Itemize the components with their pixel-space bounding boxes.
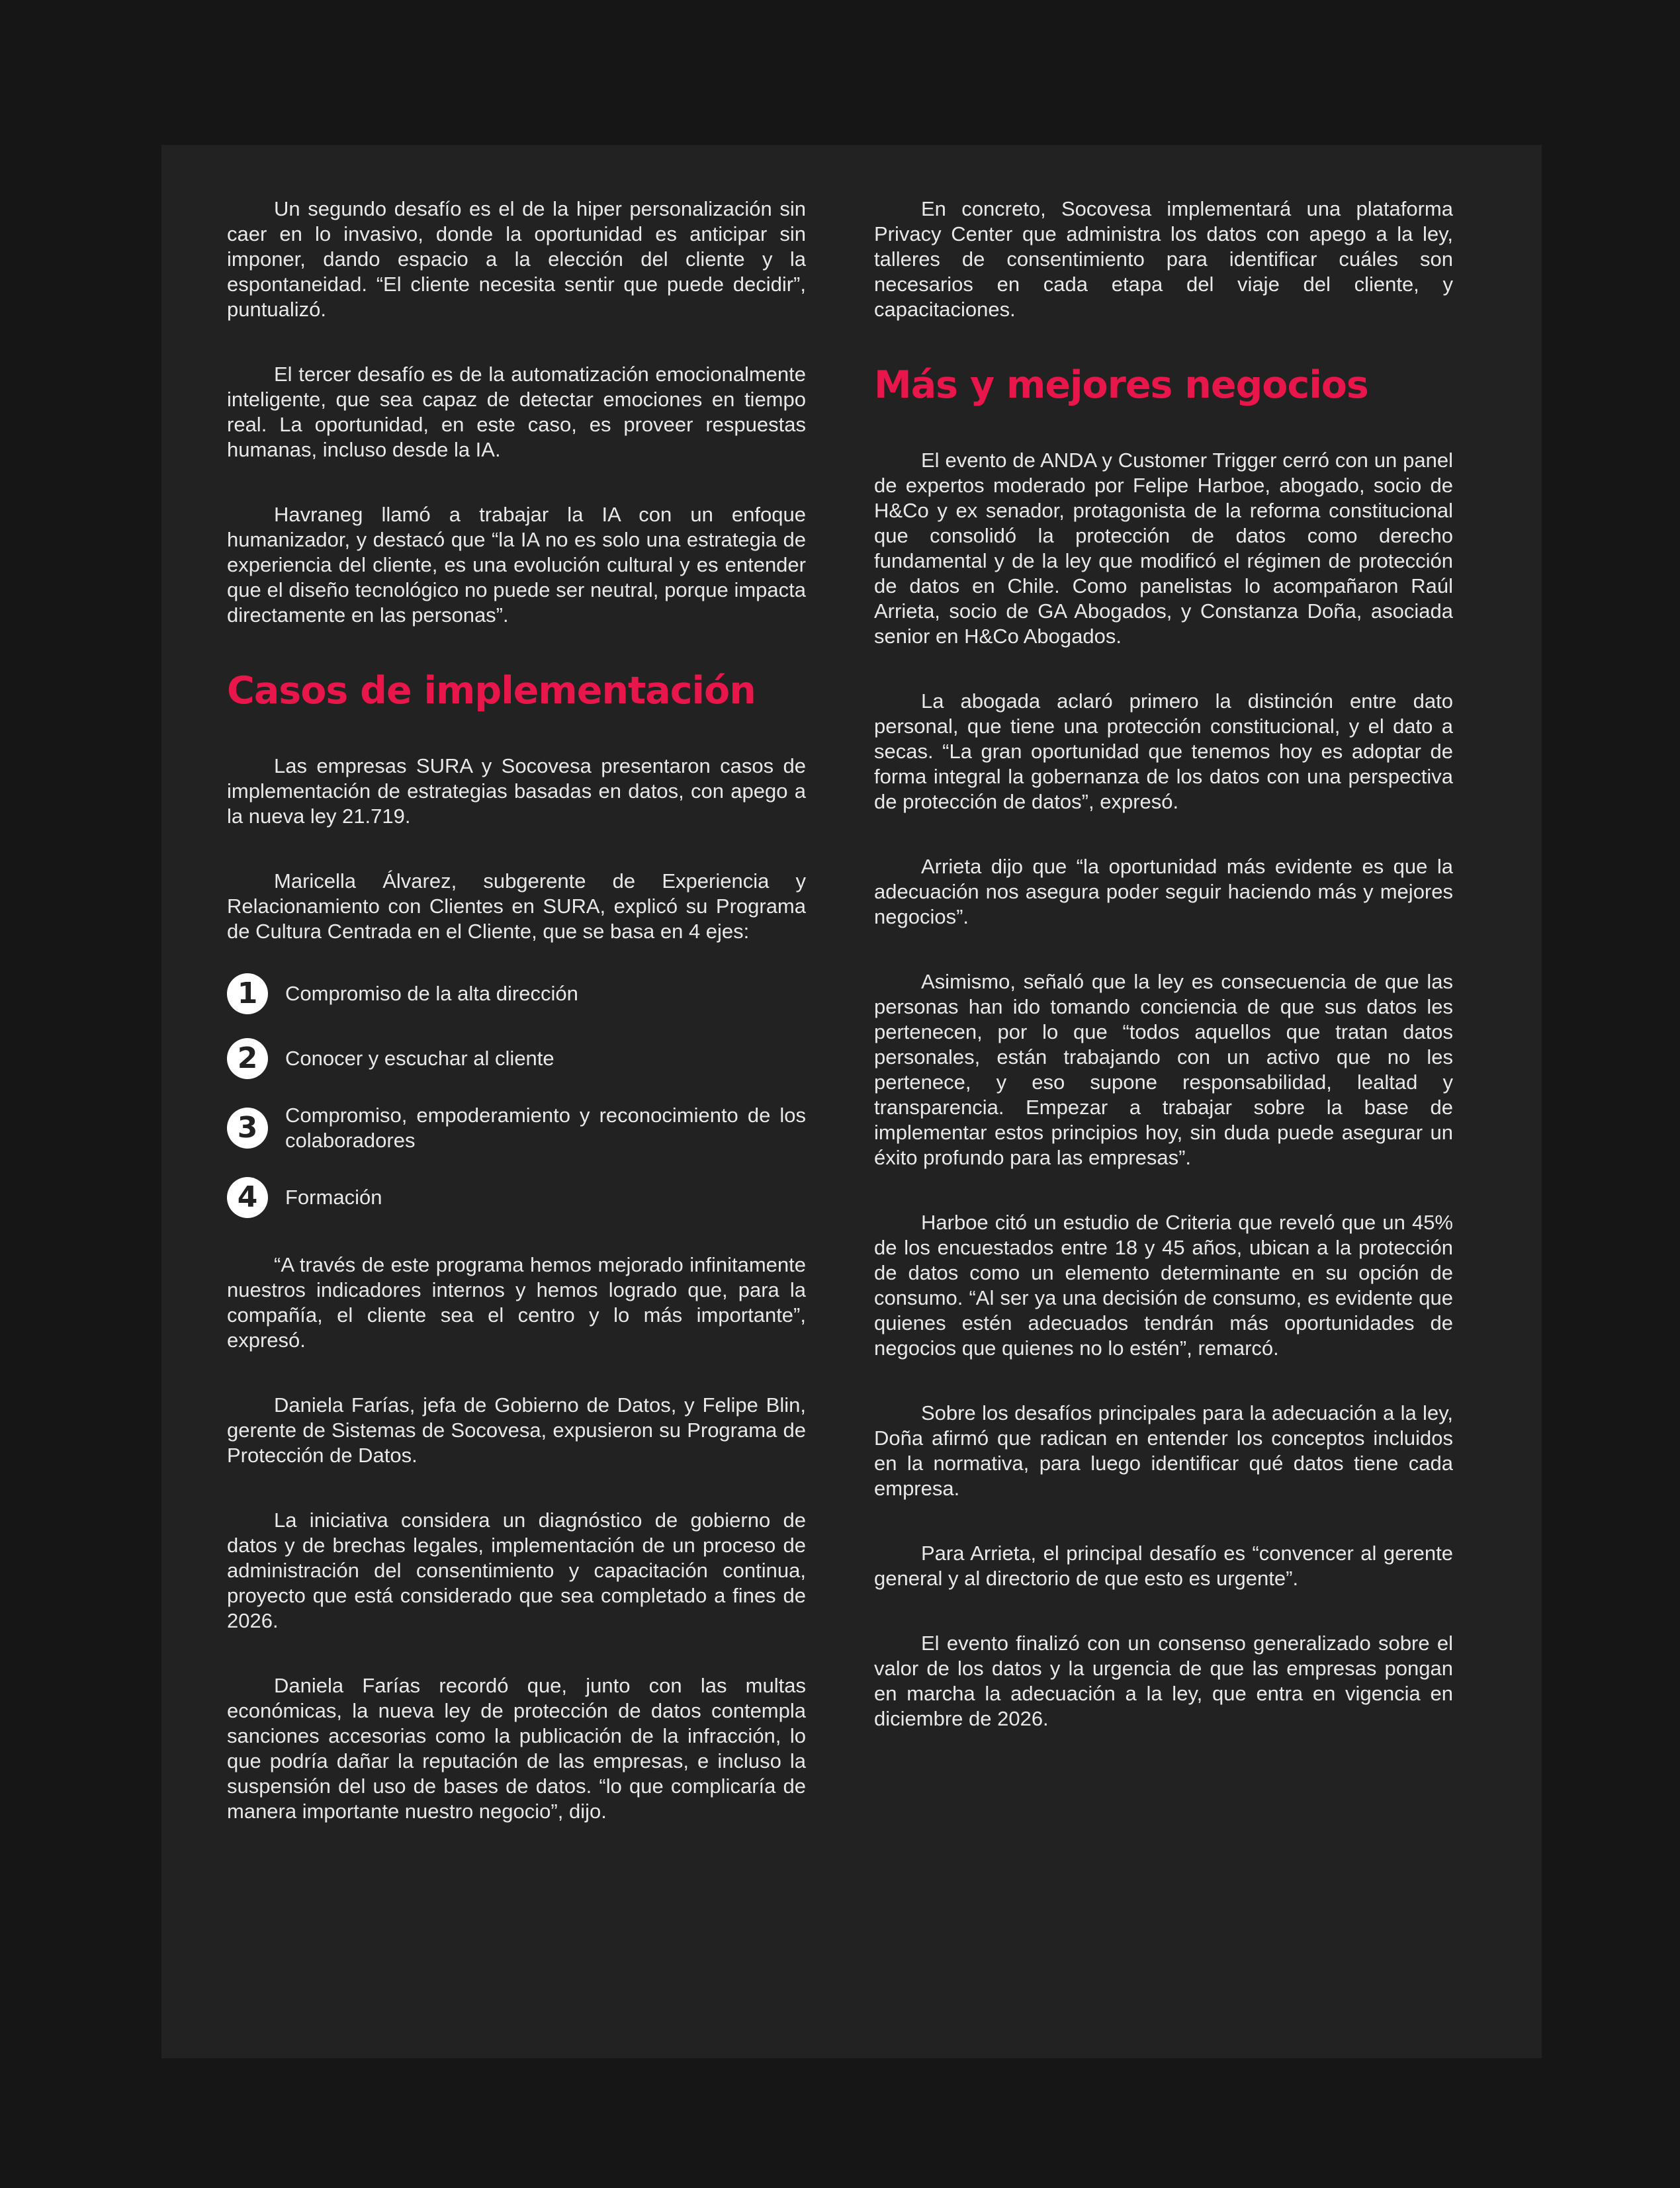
section-heading-casos: Casos de implementación <box>227 669 756 713</box>
paragraph: Daniela Farías, jefa de Gobierno de Datos, y Felipe Blin, gerente de Sistemas de Socovesa, expusieron su Programa de Protección de Datos. <box>227 1393 806 1467</box>
list-item <box>227 1103 806 1153</box>
paragraph: Arrieta dijo que “la oportunidad más evidente es que la adecuación nos asegura poder seguir haciendo más y mejores negocios”. <box>874 855 1453 928</box>
paragraph: Maricella Álvarez, subgerente de Experiencia y Relacionamiento con Clientes en SURA, explicó su Programa de Cultura Centrada en el Cliente, que se basa en 4 ejes: <box>227 869 806 943</box>
magazine-page <box>161 145 1542 2058</box>
number-badge-icon: 1 <box>227 973 268 1014</box>
right-column <box>874 197 1453 1771</box>
list-item <box>227 973 806 1014</box>
paragraph: Daniela Farías recordó que, junto con las multas económicas, la nueva ley de protección de datos contempla sanciones accesorias como la publicación de la infracción, lo que podría dañar la reputación de las empresas, e incluso la suspensión del uso de bases de datos. “lo que complicaría de manera importante nuestro negocio”, dijo. <box>227 1674 806 1823</box>
paragraph: Para Arrieta, el principal desafío es “convencer al gerente general y al directorio de que esto es urgente”. <box>874 1542 1453 1590</box>
paragraph: La abogada aclaró primero la distinción entre dato personal, que tiene una protección constitucional, y el dato a secas. “La gran oportunidad que tenemos hoy es adoptar de forma integral la gobernanza de los datos con una perspectiva de protección de datos”, expresó. <box>874 689 1453 813</box>
paragraph: Havraneg llamó a trabajar la IA con un enfoque humanizador, y destacó que “la IA no es solo una estrategia de experiencia del cliente, es una evolución cultural y es entender que el diseño tecnológico no puede ser neutral, porque impacta directamente en las personas”. <box>227 503 806 627</box>
axes-list <box>227 973 806 1218</box>
number-badge-icon: 4 <box>227 1177 268 1218</box>
paragraph: Un segundo desafío es el de la hiper personalización sin caer en lo invasivo, donde la oportunidad es anticipar sin imponer, dando espacio a la elección del cliente y la espontaneidad. “El cliente necesita sentir que puede decidir”, puntualizó. <box>227 197 806 321</box>
axis-label: Conocer y escuchar al cliente <box>285 1047 554 1070</box>
number-badge-icon: 3 <box>227 1108 268 1149</box>
paragraph: Harboe citó un estudio de Criteria que reveló que un 45% de los encuestados entre 18 y 45 años, ubican a la protección de datos como un elemento determinante en su opción de consumo. “Al ser ya una decisión de consumo, es evidente que quienes estén adecuados tendrán más oportunidades de negocios que quienes no lo estén”, remarcó. <box>874 1211 1453 1360</box>
paragraph: El evento de ANDA y Customer Trigger cerró con un panel de expertos moderado por Felipe Harboe, abogado, socio de H&Co y ex senador, protagonista de la reforma constitucional que consolidó la protección de datos como derecho fundamental y de la ley que modificó el régimen de protección de datos en Chile. Como panelistas lo acompañaron Raúl Arrieta, socio de GA Abogados, y Constanza Doña, asociada senior en H&Co Abogados. <box>874 449 1453 648</box>
left-column <box>227 197 806 1864</box>
paragraph: En concreto, Socovesa implementará una plataforma Privacy Center que administra los datos con apego a la ley, talleres de consentimiento para identificar cuáles son necesarios en cada etapa del viaje del cliente, y capacitaciones. <box>874 197 1453 321</box>
axis-label: Compromiso, empoderamiento y reconocimiento de los colaboradores <box>285 1104 806 1152</box>
paragraph: El tercer desafío es de la automatización emocionalmente inteligente, que sea capaz de detectar emociones en tiempo real. La oportunidad, en este caso, es proveer respuestas humanas, incluso desde la IA. <box>227 363 806 461</box>
list-item <box>227 1038 806 1079</box>
section-heading-negocios: Más y mejores negocios <box>874 363 1368 407</box>
paragraph: Sobre los desafíos principales para la adecuación a la ley, Doña afirmó que radican en entender los conceptos incluidos en la normativa, para luego identificar qué datos tiene cada empresa. <box>874 1401 1453 1500</box>
paragraph: “A través de este programa hemos mejorado infinitamente nuestros indicadores internos y hemos logrado que, para la compañía, el cliente sea el centro y lo más importante”, expresó. <box>227 1253 806 1352</box>
paragraph: Asimismo, señaló que la ley es consecuencia de que las personas han ido tomando conciencia de que sus datos les pertenecen, por lo que “todos aquellos que tratan datos personales, están trabajando con un activo que no les pertenece, y eso supone responsabilidad, lealtad y transparencia. Empezar a trabajar sobre la base de implementar estos principios hoy, sin duda puede asegurar un éxito profundo para las empresas”. <box>874 970 1453 1169</box>
axis-label: Compromiso de la alta dirección <box>285 982 578 1005</box>
paragraph: Las empresas SURA y Socovesa presentaron casos de implementación de estrategias basadas en datos, con apego a la nueva ley 21.719. <box>227 754 806 828</box>
paragraph: La iniciativa considera un diagnóstico de gobierno de datos y de brechas legales, implementación de un proceso de administración del consentimiento y capacitación continua, proyecto que está considerado que sea completado a fines de 2026. <box>227 1509 806 1632</box>
paragraph: El evento finalizó con un consenso generalizado sobre el valor de los datos y la urgencia de que las empresas pongan en marcha la adecuación a la ley, que entra en vigencia en diciembre de 2026. <box>874 1632 1453 1730</box>
number-badge-icon: 2 <box>227 1038 268 1079</box>
axis-label: Formación <box>285 1186 382 1209</box>
list-item <box>227 1177 806 1218</box>
